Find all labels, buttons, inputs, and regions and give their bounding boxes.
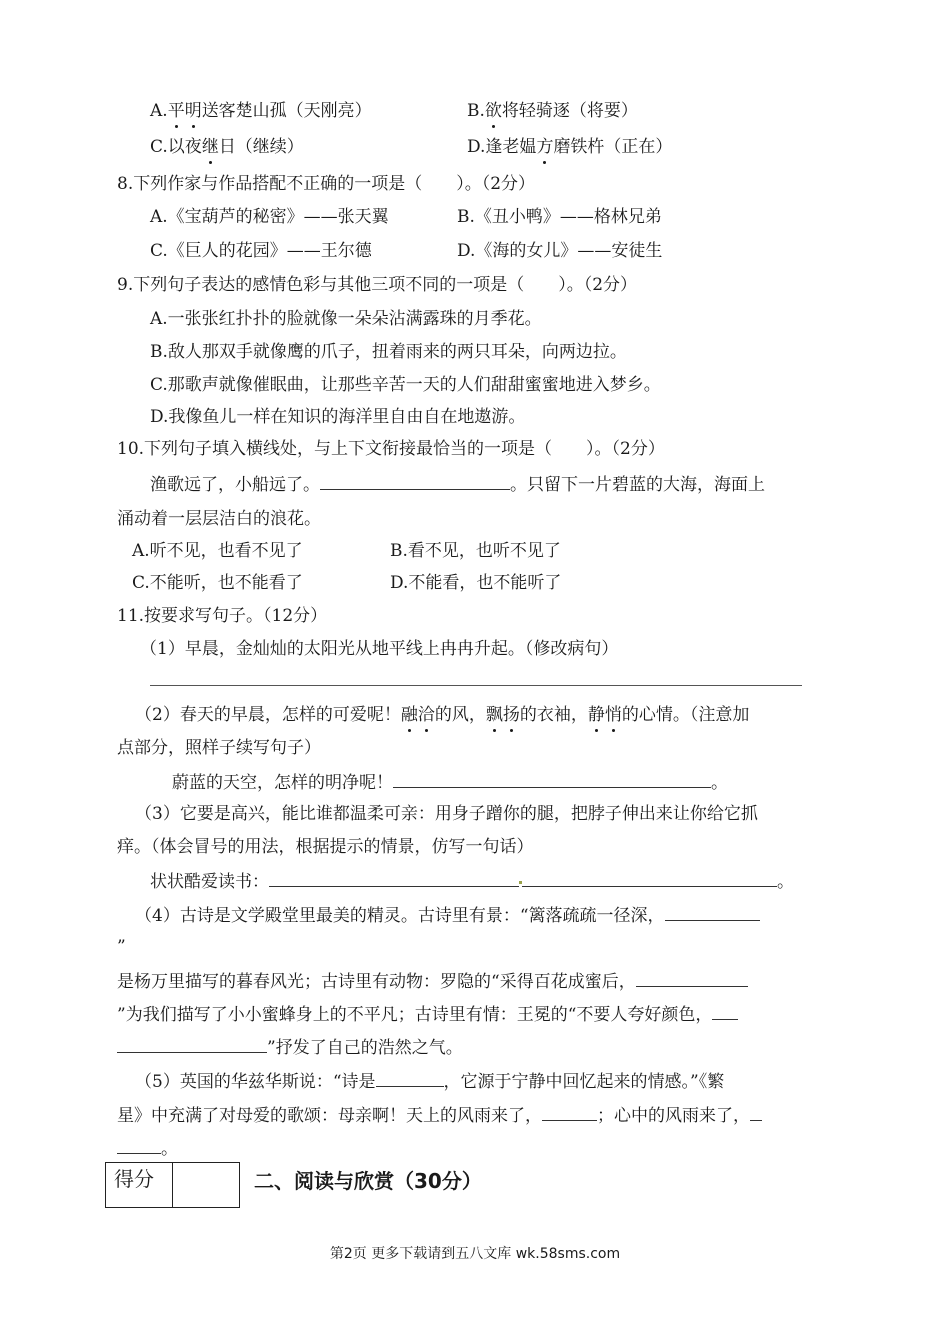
q11-part1-answer-line[interactable] bbox=[150, 685, 802, 686]
q8-option-c: C.《巨人的花园》——王尔德 bbox=[150, 241, 372, 261]
q11-part4-answer-blank-1[interactable] bbox=[665, 904, 760, 921]
q11-part4-line5: ”抒发了自己的浩然之气。 bbox=[117, 1036, 463, 1059]
q10-passage-line2: 涌动着一层层洁白的浪花。 bbox=[117, 509, 321, 529]
q11-part2-line1: （2）春天的早晨，怎样的可爱呢！融洽的风，飘扬的衣袖，静悄的心情。（注意加 bbox=[135, 705, 750, 725]
q11-part1: （1）早晨，金灿灿的太阳光从地平线上冉冉升起。（修改病句） bbox=[140, 639, 619, 659]
q9-stem: 9.下列句子表达的感情色彩与其他三项不同的一项是（ ）。（2分） bbox=[117, 275, 638, 295]
q9-option-a: A.一张张红扑扑的脸就像一朵朵沾满露珠的月季花。 bbox=[150, 309, 542, 329]
q11-part2-line2: 点部分，照样子续写句子） bbox=[117, 738, 321, 758]
q7-option-b: B.欲将轻骑逐（将要） bbox=[467, 101, 638, 121]
q11-part4-answer-blank-3a[interactable] bbox=[712, 1003, 738, 1020]
q11-part5-answer-blank-2[interactable] bbox=[542, 1104, 597, 1121]
q8-option-d: D.《海的女儿》——安徒生 bbox=[457, 241, 663, 261]
q11-part5-line2: 星》中充满了对母爱的歌颂：母亲啊！天上的风雨来了， ；心中的风雨来了， bbox=[117, 1104, 762, 1127]
q11-part3-line2: 痒。（体会冒号的用法，根据提示的情景，仿写一句话） bbox=[117, 837, 534, 857]
score-box bbox=[105, 1162, 240, 1208]
q11-part4-line1: （4）古诗是文学殿堂里最美的精灵。古诗里有景：“篱落疏疏一径深， bbox=[135, 904, 760, 927]
q11-part4-line2: ” bbox=[117, 937, 126, 957]
q7-option-c: C.以夜继日（继续） bbox=[150, 137, 304, 157]
q11-part3-answer-blank-b[interactable] bbox=[522, 870, 777, 887]
page-footer: 第2页 更多下载请到五八文库 wk.58sms.com bbox=[329, 1246, 621, 1262]
q9-option-c: C.那歌声就像催眠曲，让那些辛苦一天的人们甜甜蜜蜜地进入梦乡。 bbox=[150, 375, 661, 395]
q10-option-b: B.看不见，也听不见了 bbox=[390, 541, 561, 561]
q11-part5-answer-blank-1[interactable] bbox=[376, 1070, 444, 1087]
q11-part3-line3: 状状酷爱读书： 。 bbox=[150, 872, 794, 892]
q11-part4-answer-blank-3b[interactable] bbox=[117, 1036, 267, 1053]
q11-part5-answer-blank-3b[interactable] bbox=[117, 1137, 161, 1154]
q10-stem: 10.下列句子填入横线处，与上下文衔接最恰当的一项是（ ）。（2分） bbox=[117, 439, 665, 459]
q9-option-b: B.敌人那双手就像鹰的爪子，扭着雨来的两只耳朵，向两边拉。 bbox=[150, 342, 627, 362]
q10-option-a: A.听不见，也看不见了 bbox=[132, 541, 303, 561]
q11-part3-line1: （3）它要是高兴，能比谁都温柔可亲：用身子蹭你的腿，把脖子伸出来让你给它抓 bbox=[135, 804, 758, 824]
q7-option-a: A.平明送客楚山孤（天刚亮） bbox=[150, 101, 372, 121]
q7-option-d: D.逢老媪方磨铁杵（正在） bbox=[467, 137, 673, 157]
section-title: 二、阅读与欣赏（30分） bbox=[254, 1169, 482, 1193]
q8-option-a: A.《宝葫芦的秘密》——张天翼 bbox=[150, 207, 389, 227]
q11-part4-answer-blank-2[interactable] bbox=[636, 970, 748, 987]
q10-passage-line1: 渔歌远了，小船远了。 。只留下一片碧蓝的大海，海面上 bbox=[150, 475, 765, 495]
q11-part5-answer-blank-3a[interactable] bbox=[750, 1104, 762, 1121]
q10-option-c: C.不能听，也不能看了 bbox=[132, 573, 303, 593]
q11-part5-line3: 。 bbox=[117, 1137, 178, 1160]
q9-option-d: D.我像鱼儿一样在知识的海洋里自由自在地遨游。 bbox=[150, 407, 526, 427]
q11-part2-line3: 蔚蓝的天空，怎样的明净呢！ 。 bbox=[172, 773, 728, 793]
q11-part5-line1: （5）英国的华兹华斯说：“诗是 ，它源于宁静中回忆起来的情感。”《繁 bbox=[135, 1072, 725, 1092]
q11-stem: 11.按要求写句子。（12分） bbox=[117, 606, 328, 626]
score-value-cell[interactable] bbox=[173, 1163, 240, 1208]
q8-stem: 8.下列作家与作品搭配不正确的一项是（ ）。（2分） bbox=[117, 174, 536, 194]
q8-option-b: B.《丑小鸭》——格林兄弟 bbox=[457, 207, 662, 227]
q10-answer-blank[interactable] bbox=[320, 473, 510, 490]
score-label: 得分 bbox=[106, 1163, 173, 1208]
q11-part4-line3: 是杨万里描写的暮春风光；古诗里有动物：罗隐的“采得百花成蜜后， bbox=[117, 970, 748, 993]
q10-option-d: D.不能看，也不能听了 bbox=[390, 573, 562, 593]
q11-part4-line4: ”为我们描写了小小蜜蜂身上的不平凡；古诗里有情：王冕的“不要人夸好颜色， bbox=[117, 1003, 738, 1026]
q11-part3-answer-blank-a[interactable] bbox=[269, 870, 519, 887]
q11-part2-answer-blank[interactable] bbox=[393, 771, 711, 788]
